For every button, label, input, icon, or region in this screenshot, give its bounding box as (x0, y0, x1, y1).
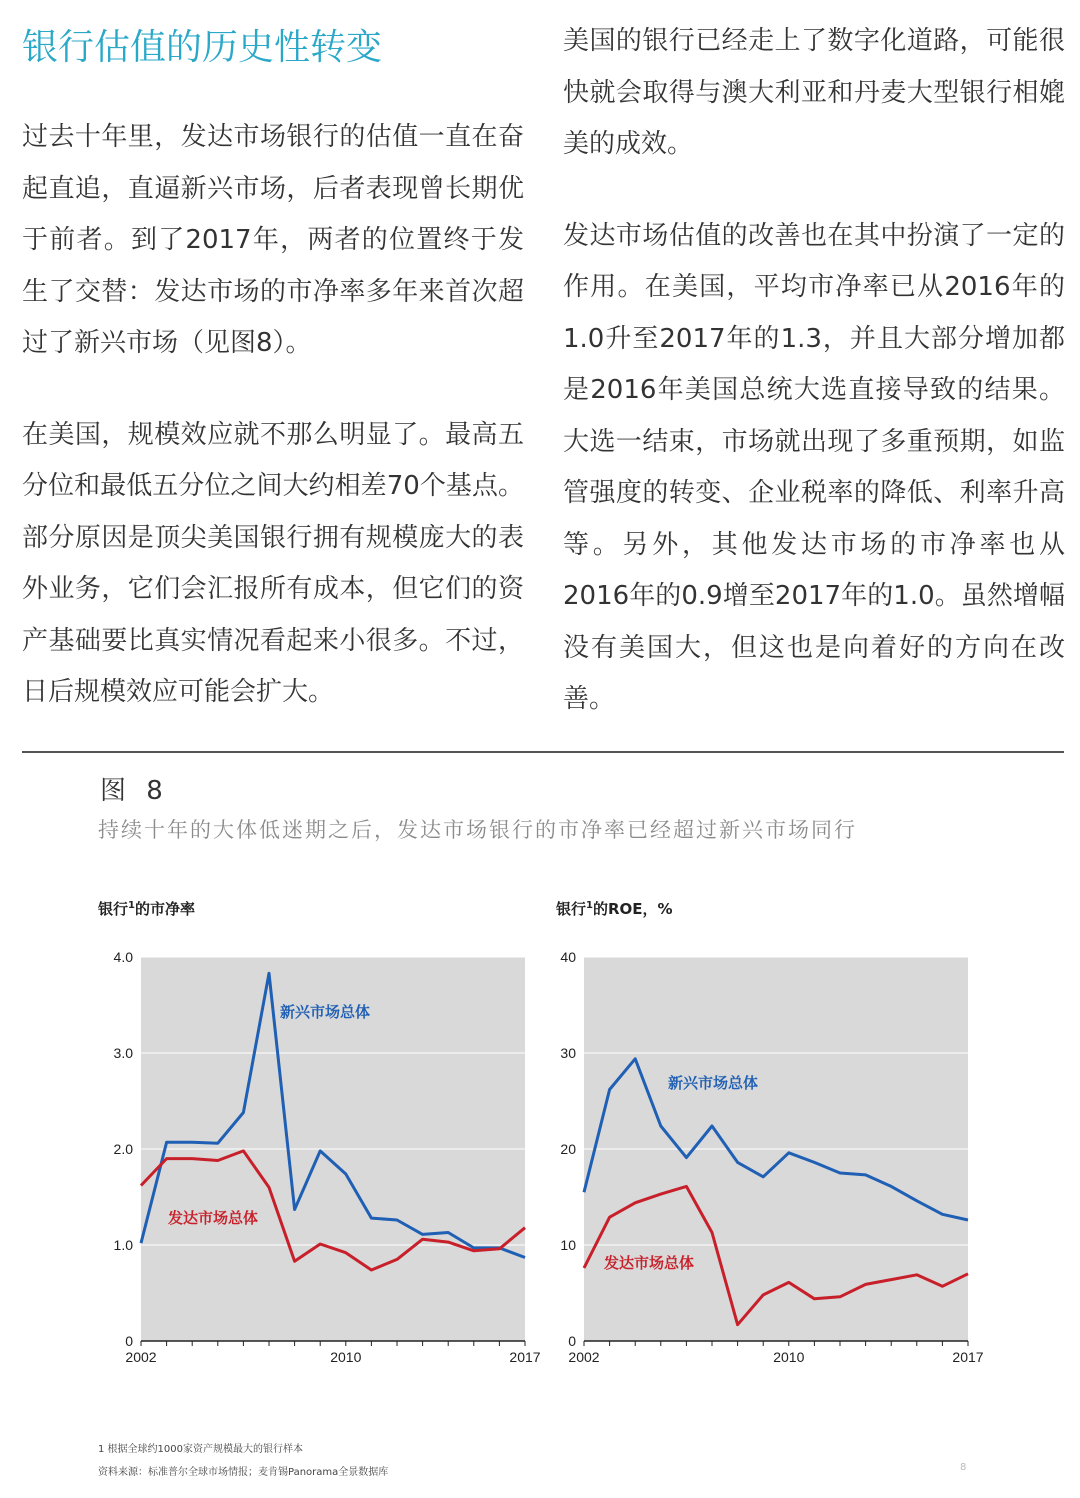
figure-footnote: 1 根据全球约1000家资产规模最大的银行样本 (98, 1444, 303, 1455)
chart-2-y-tick-label: 0 (568, 1333, 576, 1349)
chart-1-y-tick-label: 2.0 (113, 1141, 133, 1157)
chart-2-title-sup: 1 (586, 900, 593, 911)
chart-1-y-tick-label: 1.0 (113, 1237, 133, 1253)
figure-subtitle: 持续十年的大体低迷期之后，发达市场银行的市净率已经超过新兴市场同行 (98, 818, 857, 842)
chart-1-x-tick-label: 2017 (509, 1349, 541, 1365)
left-paragraph-2: 在美国，规模效应就不那么明显了。最高五分位和最低五分位之间大约相差70个基点。部分原因是顶尖美国银行拥有规模庞大的表外业务，它们会汇报所有成本，但它们的资产基础要比真实情况看起来小很多。不过，日后规模效应可能会扩大。 (22, 419, 524, 707)
chart-1-title-rest: 的市净率 (134, 900, 195, 918)
chart-1-y-tick-label: 4.0 (113, 949, 133, 965)
chart-2-y-tick-label: 10 (560, 1237, 576, 1253)
chart-2-y-tick-label: 40 (560, 949, 576, 965)
chart-2-title-rest: 的ROE，% (592, 900, 673, 918)
chart-1-title-main: 银行 (98, 900, 129, 918)
right-paragraph-2: 发达市场估值的改善也在其中扮演了一定的作用。在美国，平均市净率已从2016年的1.0升至2017年的1.3，并且大部分增加都是2016年美国总统大选直接导致的结果。大选一结束，市场就出现了多重预期，如监管强度的转变、企业税率的降低、利率升高等。另外，其他发达市场的市净率也从2016年的0.9增至2017年的1.0。虽然增幅没有美国大，但这也是向着好的方向在改善。 (563, 220, 1065, 714)
chart-2-x-tick-label: 2010 (773, 1349, 805, 1365)
left-paragraph-1: 过去十年里，发达市场银行的估值一直在奋起直追，直逼新兴市场，后者表现曾长期优于前者。到了2017年，两者的位置终于发生了交替：发达市场的市净率多年来首次超过了新兴市场（见图8）。 (22, 122, 524, 358)
chart-2-x-tick-label: 2002 (568, 1349, 600, 1365)
page-number: 8 (960, 1462, 967, 1473)
chart-1-x-tick-label: 2010 (330, 1349, 362, 1365)
chart-2-series-label: 新兴市场总体 (668, 1074, 759, 1092)
chart-2-series-label: 发达市场总体 (604, 1254, 695, 1272)
chart-1-y-tick-label: 0 (125, 1333, 133, 1349)
right-paragraph-1: 美国的银行已经走上了数字化道路，可能很快就会取得与澳大利亚和丹麦大型银行相媲美的成效。 (563, 26, 1065, 159)
chart-2-title-main: 银行 (556, 900, 587, 918)
chart-1-y-tick-label: 3.0 (113, 1045, 133, 1061)
chart-2-x-tick-label: 2017 (952, 1349, 984, 1365)
chart-1-series-label: 新兴市场总体 (280, 1003, 371, 1021)
figure-label: 图 8 (100, 776, 169, 806)
section-title: 银行估值的历史性转变 (22, 27, 383, 68)
chart-2-y-tick-label: 20 (560, 1141, 576, 1157)
chart-1-series-label: 发达市场总体 (168, 1209, 259, 1227)
chart-2-y-tick-label: 30 (560, 1045, 576, 1061)
chart-1-x-tick-label: 2002 (125, 1349, 157, 1365)
chart-1-title-sup: 1 (128, 900, 135, 911)
figure-source: 资料来源：标准普尔全球市场情报；麦肯锡Panorama全景数据库 (98, 1467, 389, 1478)
